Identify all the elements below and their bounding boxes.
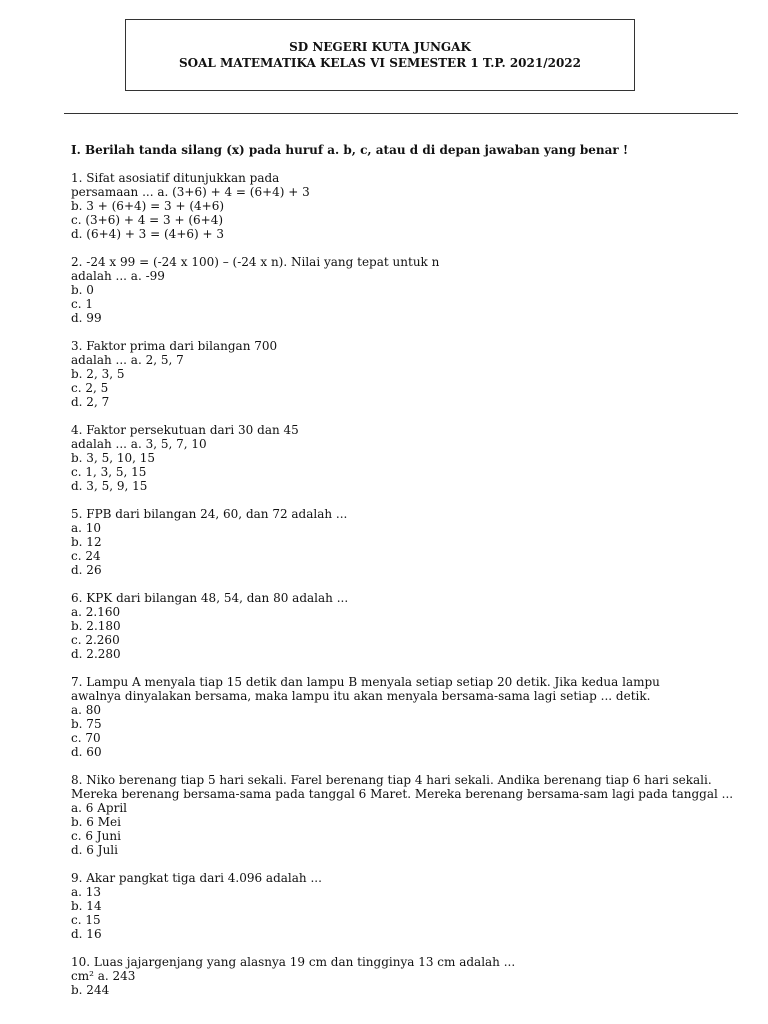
answer-line: c. 1	[71, 297, 93, 311]
question-6	[71, 591, 751, 661]
answer-line: c. 1, 3, 5, 15	[71, 465, 147, 479]
answer-line: b. 6 Mei	[71, 815, 121, 829]
answer-line: c. 2, 5	[71, 381, 109, 395]
answer-line: a. 10	[71, 521, 102, 535]
answer-line: a. 80	[71, 703, 102, 717]
answer-line: d. 2, 7	[71, 395, 110, 409]
answer-line: adalah ... a. -99	[71, 269, 165, 283]
answer-line: d. 16	[71, 927, 102, 941]
answer-line: a. 13	[71, 885, 102, 899]
answer-line: d. 6 Juli	[71, 843, 118, 857]
question-text: 6. KPK dari bilangan 48, 54, dan 80 adalah ...	[71, 591, 349, 605]
question-text: 2. -24 x 99 = (-24 x 100) – (-24 x n). Nilai yang tepat untuk n	[71, 255, 440, 269]
question-2	[71, 255, 751, 325]
question-1	[71, 171, 751, 241]
answer-line: d. 3, 5, 9, 15	[71, 479, 148, 493]
question-text: 8. Niko berenang tiap 5 hari sekali. Farel berenang tiap 4 hari sekali. Andika berenang tiap 6 hari sekali.	[71, 773, 712, 787]
answer-line: adalah ... a. 3, 5, 7, 10	[71, 437, 207, 451]
answer-line: b. 75	[71, 717, 102, 731]
question-9	[71, 871, 751, 941]
answer-line: c. 70	[71, 731, 101, 745]
answer-line: d. 26	[71, 563, 102, 577]
exam-title: SOAL MATEMATIKA KELAS VI SEMESTER 1 T.P. 2021/2022	[178, 56, 582, 70]
question-text: 1. Sifat asosiatif ditunjukkan pada	[71, 171, 280, 185]
answer-line: c. 6 Juni	[71, 829, 121, 843]
school-name: SD NEGERI KUTA JUNGAK	[289, 40, 471, 54]
question-text: 3. Faktor prima dari bilangan 700	[71, 339, 278, 353]
instruction-text: I. Berilah tanda silang (x) pada huruf a. b, c, atau d di depan jawaban yang benar !	[71, 143, 629, 157]
question-8	[71, 773, 751, 857]
answer-line: c. 15	[71, 913, 101, 927]
answer-line: b. 3 + (6+4) = 3 + (4+6)	[71, 199, 225, 213]
answer-line: Mereka berenang bersama-sama pada tanggal 6 Maret. Mereka berenang bersama-sam lagi pada tanggal ...	[71, 787, 734, 801]
answer-line: adalah ... a. 2, 5, 7	[71, 353, 184, 367]
question-text: 9. Akar pangkat tiga dari 4.096 adalah ...	[71, 871, 322, 885]
question-4	[71, 423, 751, 493]
answer-line: persamaan ... a. (3+6) + 4 = (6+4) + 3	[71, 185, 310, 199]
answer-line: b. 14	[71, 899, 102, 913]
answer-line: d. (6+4) + 3 = (4+6) + 3	[71, 227, 225, 241]
answer-line: d. 60	[71, 745, 102, 759]
answer-line: awalnya dinyalakan bersama, maka lampu itu akan menyala bersama-sama lagi setiap ... detik.	[71, 689, 651, 703]
questions-container	[71, 171, 751, 997]
answer-line: b. 2, 3, 5	[71, 367, 125, 381]
question-5	[71, 507, 751, 577]
answer-line: d. 99	[71, 311, 102, 325]
header-divider	[64, 113, 738, 114]
answer-line: d. 2.280	[71, 647, 121, 661]
question-text: 4. Faktor persekutuan dari 30 dan 45	[71, 423, 299, 437]
question-10	[71, 955, 751, 997]
header-box	[125, 19, 635, 91]
answer-line: a. 6 April	[71, 801, 127, 815]
question-7	[71, 675, 751, 759]
answer-line: b. 0	[71, 283, 94, 297]
answer-line: a. 2.160	[71, 605, 121, 619]
answer-line: b. 3, 5, 10, 15	[71, 451, 156, 465]
answer-line: b. 2.180	[71, 619, 121, 633]
question-text: 7. Lampu A menyala tiap 15 detik dan lampu B menyala setiap setiap 20 detik. Jika kedua lampu	[71, 675, 660, 689]
question-list	[71, 143, 751, 1011]
answer-line: cm² a. 243	[71, 969, 136, 983]
answer-line: c. (3+6) + 4 = 3 + (6+4)	[71, 213, 224, 227]
answer-line: c. 2.260	[71, 633, 120, 647]
answer-line: b. 12	[71, 535, 102, 549]
question-text: 10. Luas jajargenjang yang alasnya 19 cm dan tingginya 13 cm adalah ...	[71, 955, 516, 969]
question-3	[71, 339, 751, 409]
answer-line: b. 244	[71, 983, 110, 997]
answer-line: c. 24	[71, 549, 101, 563]
question-text: 5. FPB dari bilangan 24, 60, dan 72 adalah ...	[71, 507, 348, 521]
